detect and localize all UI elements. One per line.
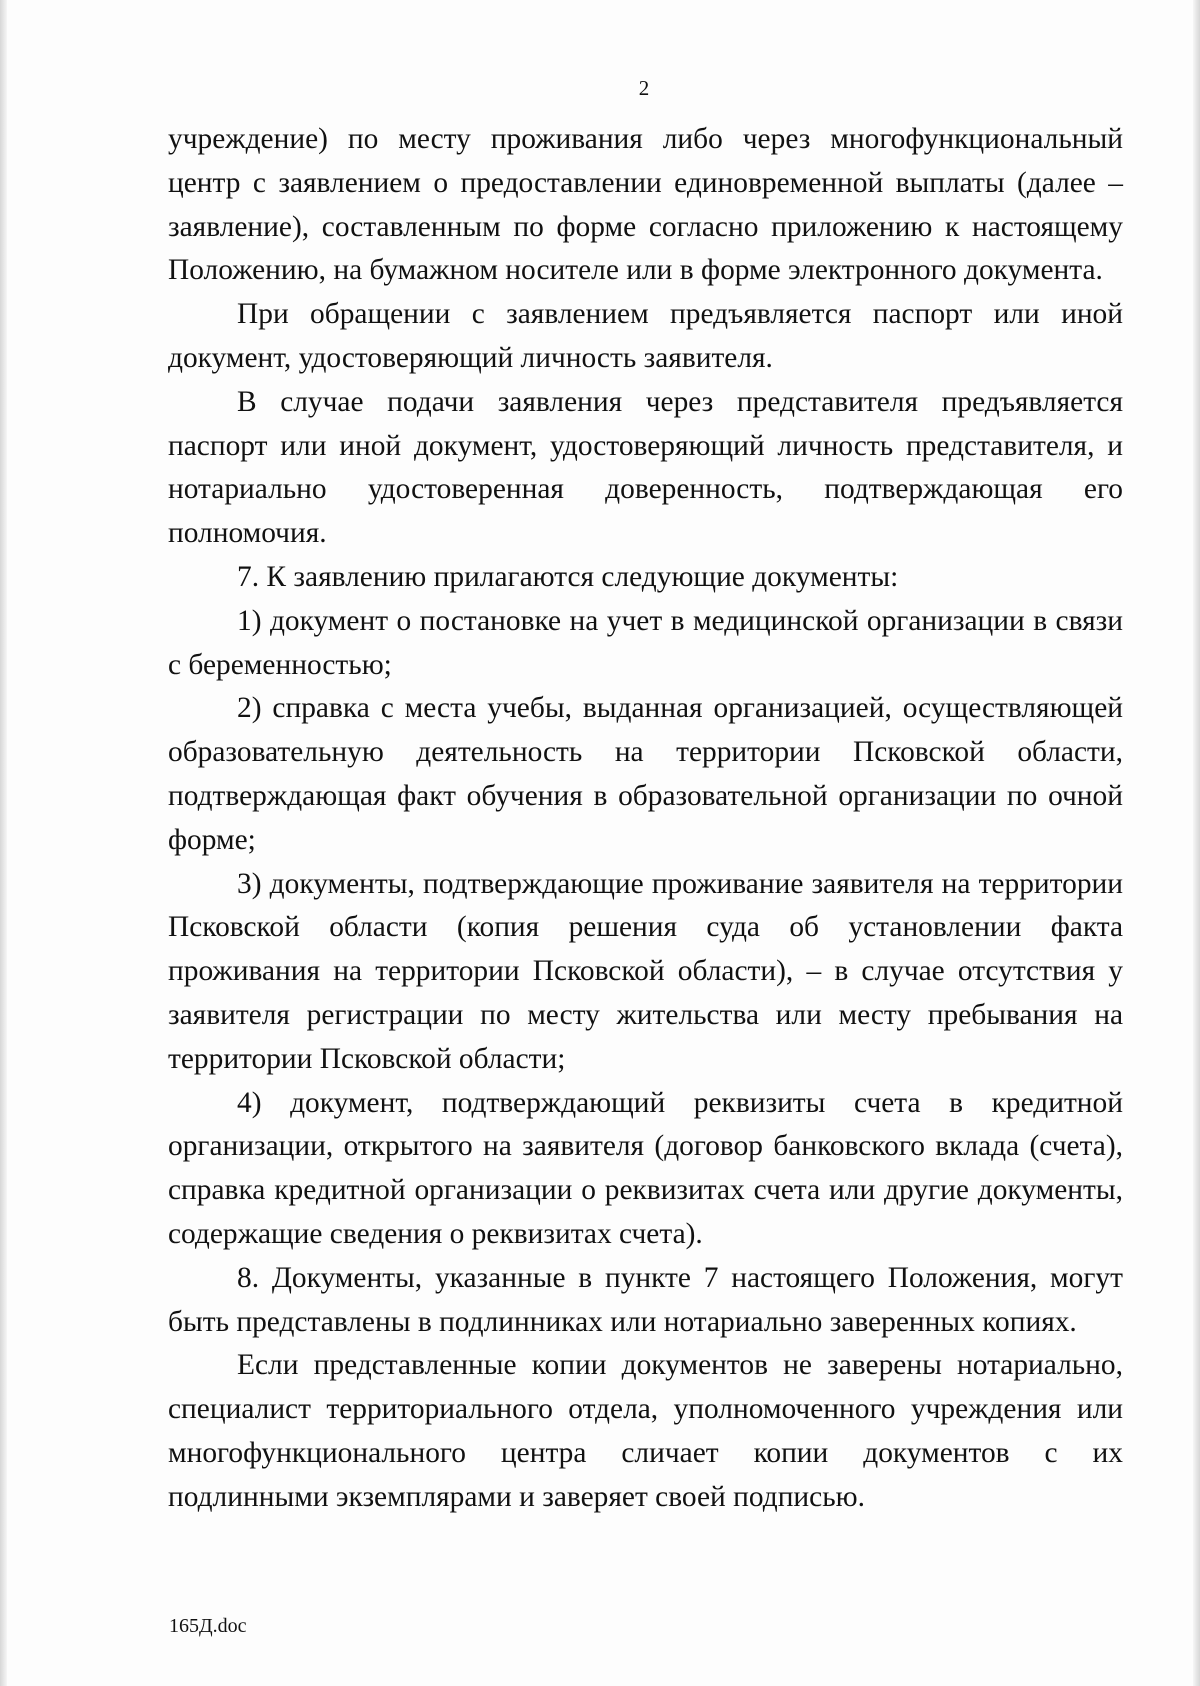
list-item-2: 2) справка с места учебы, выданная организацией, осуществляющей образовательную деятельность на территории Псковской области, подтверждающая факт обучения в образовательной организации по очной форме; xyxy=(168,692,1123,856)
document-filename: 165Д.doc xyxy=(169,1615,247,1637)
page-number: 2 xyxy=(638,76,650,100)
paragraph-item-7: 7. К заявлению прилагаются следующие документы: xyxy=(237,560,899,593)
paragraph-item-8: 8. Документы, указанные в пункте 7 настоящего Положения, могут быть представлены в подлинниках или нотариально заверенных копиях. xyxy=(168,1261,1123,1338)
scan-shadow-right xyxy=(1193,0,1200,1686)
paragraph-certification: Если представленные копии документов не заверены нотариально, специалист территориального отдела, уполномоченного учреждения или многофункционального центра сличает копии документов с их подлинными экземплярами и заверяет своей подписью. xyxy=(168,1349,1123,1513)
scan-shadow-left xyxy=(0,0,7,1686)
paragraph-passport-requirement: При обращении с заявлением предъявляется паспорт или иной документ, удостоверяющий личность заявителя. xyxy=(168,298,1123,374)
list-item-4: 4) документ, подтверждающий реквизиты счета в кредитной организации, открытого на заявителя (договор банковского вклада (счета), справка кредитной организации о реквизитах счета или другие документы, содержащие сведения о реквизитах счета). xyxy=(168,1086,1123,1250)
paragraph-representative: В случае подачи заявления через представителя предъявляется паспорт или иной документ, удостоверяющий личность представителя, и нотариально удостоверенная доверенность, подтверждающая его полномочия. xyxy=(168,385,1123,550)
paragraph-continuation: учреждение) по месту проживания либо через многофункциональный центр с заявлением о предоставлении единовременной выплаты (далее – заявление), составленным по форме согласно приложению к настоящему Положению, на бумажном носителе или в форме электронного документа. xyxy=(168,123,1123,287)
list-item-1: 1) документ о постановке на учет в медицинской организации в связи с беременностью; xyxy=(168,604,1123,681)
document-body xyxy=(168,118,1123,1520)
list-item-3: 3) документы, подтверждающие проживание заявителя на территории Псковской области (копия решения суда об установлении факта проживания на территории Псковской области), – в случае отсутствия у заявителя регистрации по месту жительства или месту пребывания на территории Псковской области; xyxy=(168,867,1123,1075)
